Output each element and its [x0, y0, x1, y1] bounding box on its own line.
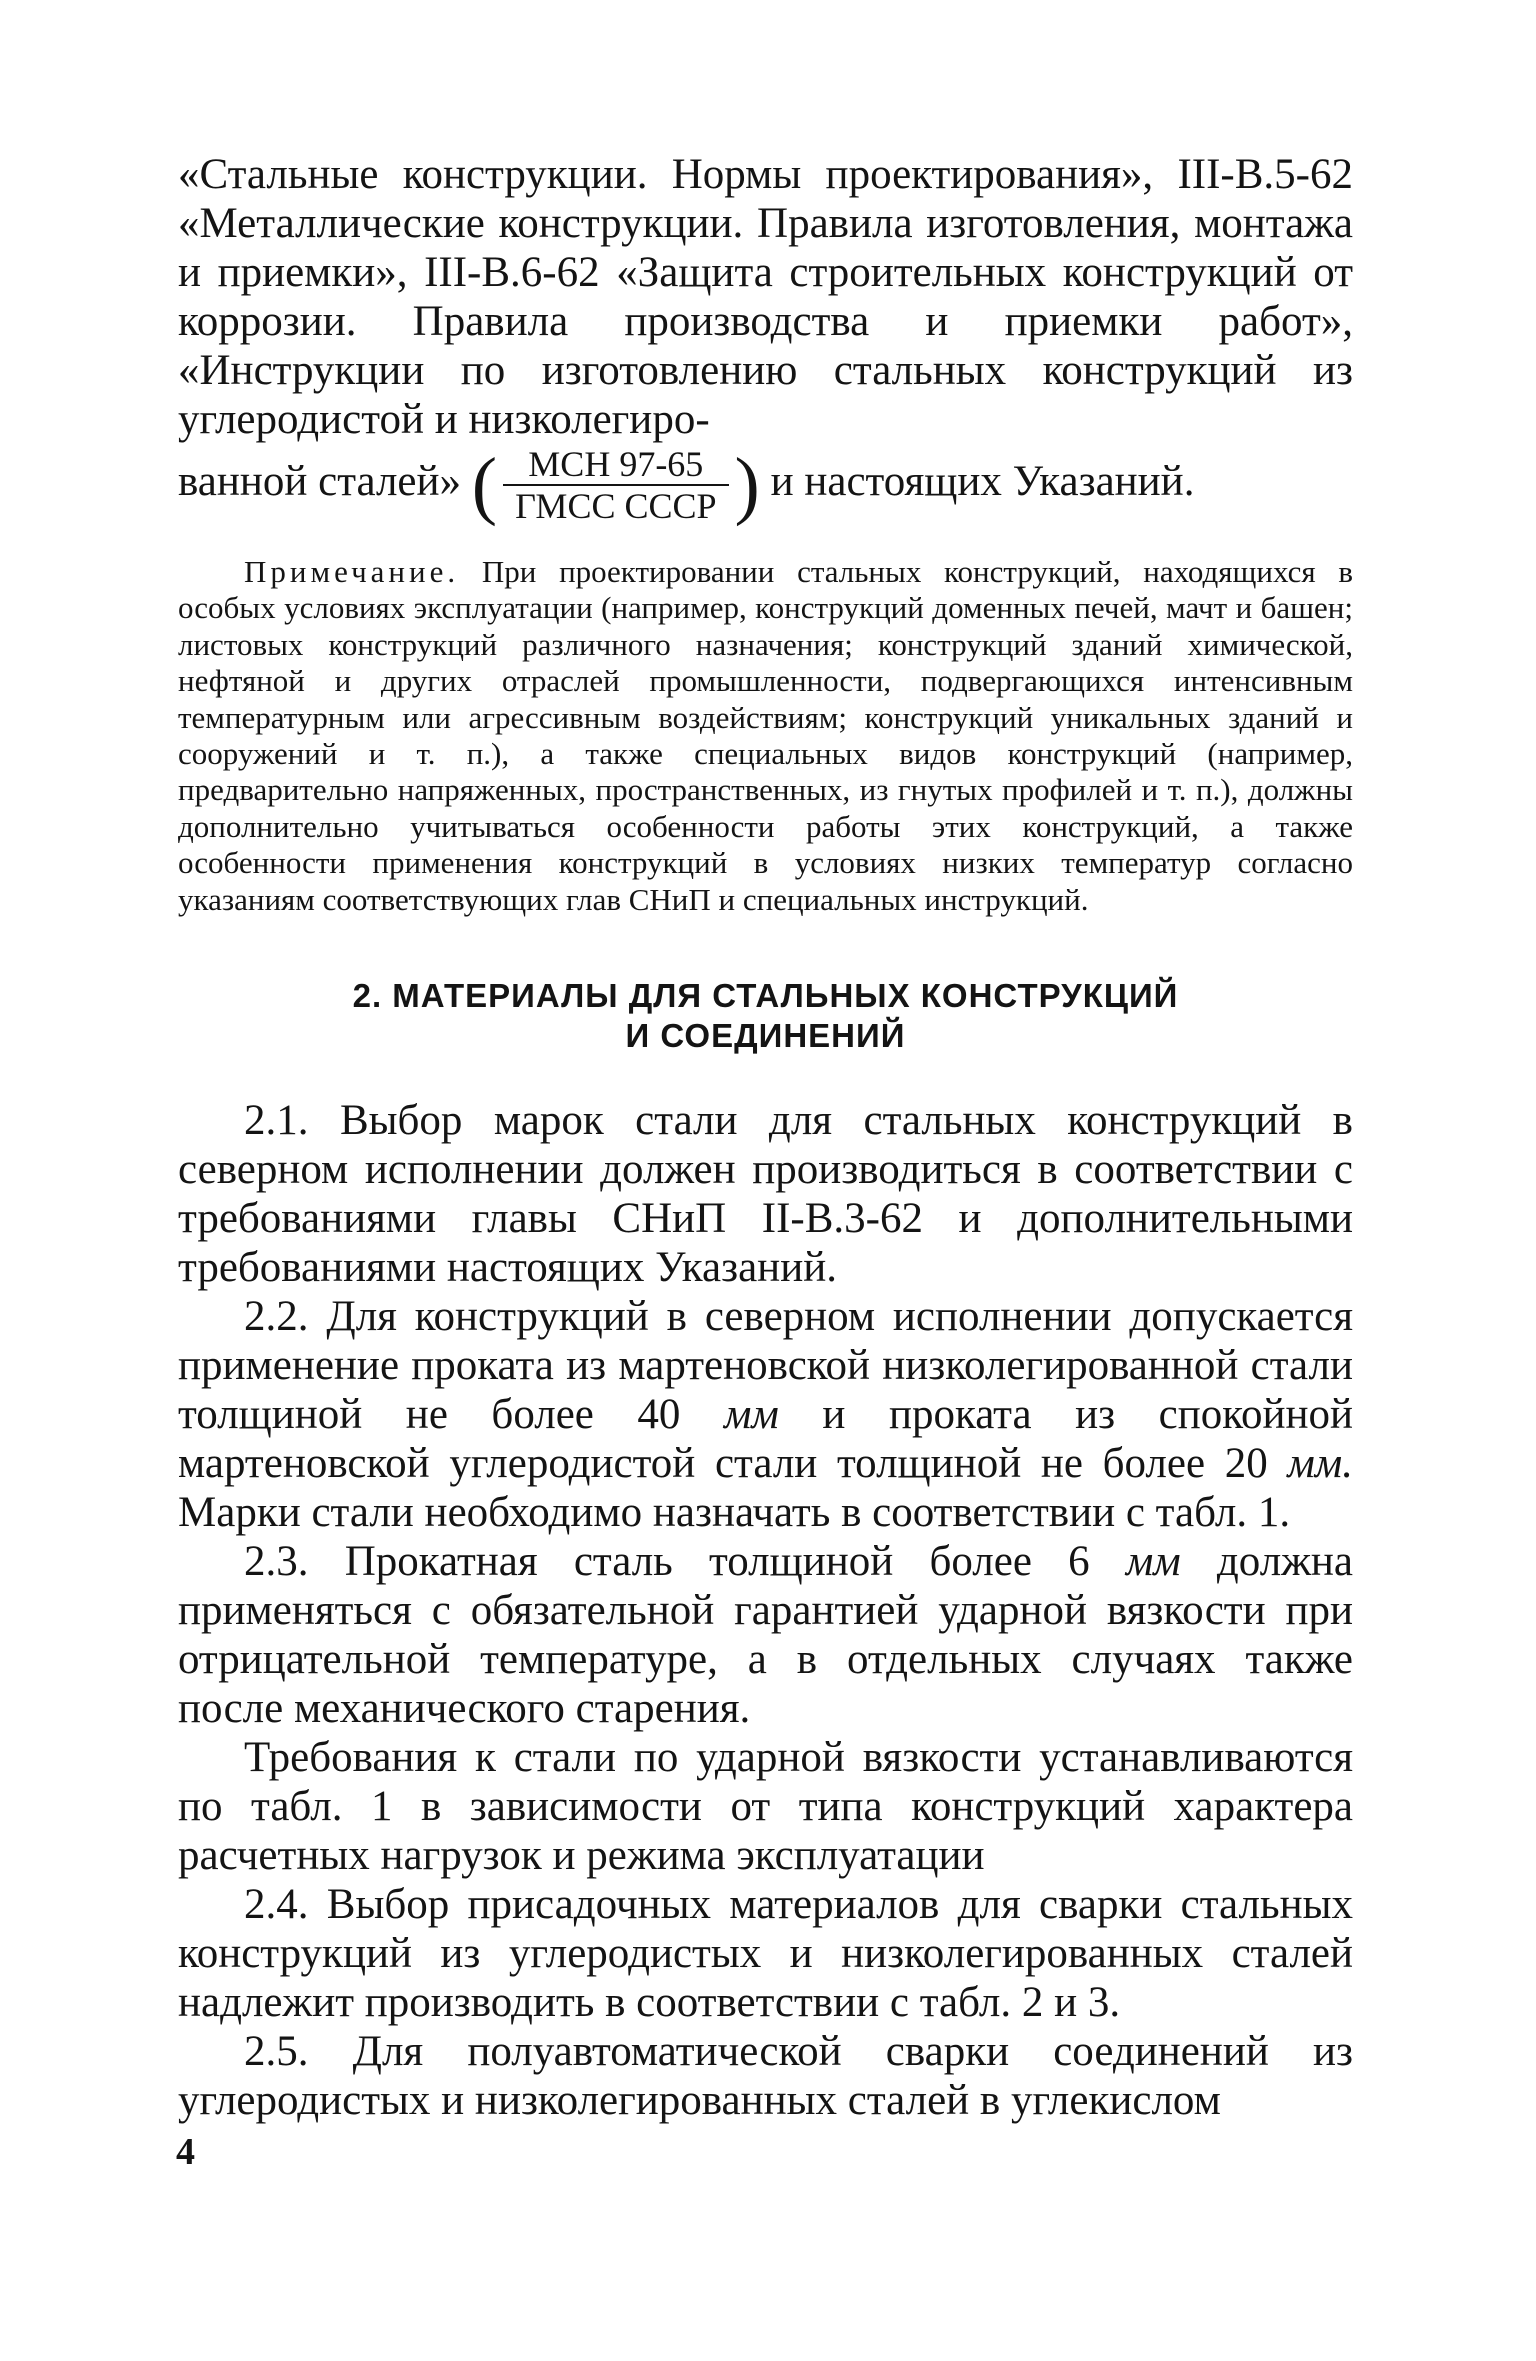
section-heading [178, 976, 1353, 1056]
paragraph-2-2-b: и проката из спокойной мартеновской углеродистой стали толщиной не более 20 [178, 1391, 1353, 1488]
left-paren: ( [471, 443, 498, 527]
intro-frac-before: ванной сталей» [178, 457, 462, 505]
section-heading-line2: И СОЕДИНЕНИЙ [625, 1017, 906, 1055]
paragraph-2-2 [178, 1292, 1353, 1537]
fraction [503, 444, 728, 526]
section-heading-line1: 2. МАТЕРИАЛЫ ДЛЯ СТАЛЬНЫХ КОНСТРУКЦИЙ [352, 977, 1179, 1015]
unit-mm-1: мм [723, 1391, 779, 1439]
paragraph-2-1 [178, 1096, 1353, 1292]
paragraph-2-5 [178, 2027, 1353, 2125]
fraction-numerator: МСН 97-65 [503, 444, 728, 486]
intro-text: «Стальные конструкции. Нормы проектирования», III-В.5-62 «Металлические конструкции. Правила изготовления, монтажа и приемки», III-В.6-62 «Защита строительных конструкций от коррозии. Правила производства и приемки работ», «Инструкции по изготовлению стальных конструкций из углеродистой и низколегиро- [178, 151, 1353, 443]
intro-paragraph [178, 150, 1353, 444]
fraction-denominator: ГМСС СССР [515, 486, 717, 526]
paragraph-2-5-text: 2.5. Для полуавтоматической сварки соединений из углеродистых и низколегированных сталей в углекислом [178, 2028, 1353, 2125]
paragraph-2-2-a: 2.2. Для конструкций в северном исполнении допускается применение проката из мартеновской низколегированной стали толщиной не более 40 [178, 1293, 1353, 1439]
paragraph-2-3-a: 2.3. Прокатная сталь толщиной более 6 [244, 1538, 1126, 1586]
note-text: При проектировании стальных конструкций, находящихся в особых условиях эксплуатации (например, конструкций доменных печей, мачт и башен; листовых конструкций различного назначения; конструкций зданий химической, нефтяной и других отраслей промышленности, подвергающихся интенсивным температурным или агрессивным воздействиям; конструкций уникальных зданий и сооружений и т. п.), а также специальных видов конструкций (например, предварительно напряженных, пространственных, из гнутых профилей и т. п.), должны дополнительно учитываться особенности работы этих конструкций, а также особенности применения конструкций в условиях низких температур согласно указаниям соответствующих глав СНиП и специальных инструкций. [178, 554, 1353, 917]
unit-mm-2: мм. [1287, 1440, 1353, 1488]
intro-fraction-line [178, 444, 1353, 542]
intro-frac-after: и настоящих Указаний. [770, 457, 1195, 505]
paragraph-2-3 [178, 1537, 1353, 1733]
note-paragraph [178, 554, 1353, 918]
paragraph-2-4-text: 2.4. Выбор присадочных материалов для сварки стальных конструкций из углеродистых и низколегированных сталей надлежит производить в соответствии с табл. 2 и 3. [178, 1881, 1353, 2027]
right-paren: ) [734, 443, 760, 527]
paragraph-2-1-text: 2.1. Выбор марок стали для стальных конструкций в северном исполнении должен производиться в соответствии с требованиями главы СНиП II-В.3-62 и дополнительными требованиями настоящих Указаний. [178, 1097, 1353, 1292]
paragraph-2-3-continued-text: Требования к стали по ударной вязкости устанавливаются по табл. 1 в зависимости от типа конструкций характера расчетных нагрузок и режима эксплуатации [178, 1734, 1353, 1880]
unit-mm-3: мм [1125, 1538, 1181, 1586]
paragraph-2-2-c: Марки стали необходимо назначать в соответствии с табл. 1. [178, 1489, 1291, 1537]
paragraph-2-4 [178, 1880, 1353, 2027]
page-number: 4 [176, 2131, 195, 2173]
page-body [178, 150, 1353, 2125]
paragraph-2-3-continued [178, 1733, 1353, 1880]
paragraph-2-3-b: должна применяться с обязательной гарантией ударной вязкости при отрицательной температуре, а в отдельных случаях также после механического старения. [178, 1538, 1354, 1733]
note-label: Примечание. [244, 554, 460, 589]
